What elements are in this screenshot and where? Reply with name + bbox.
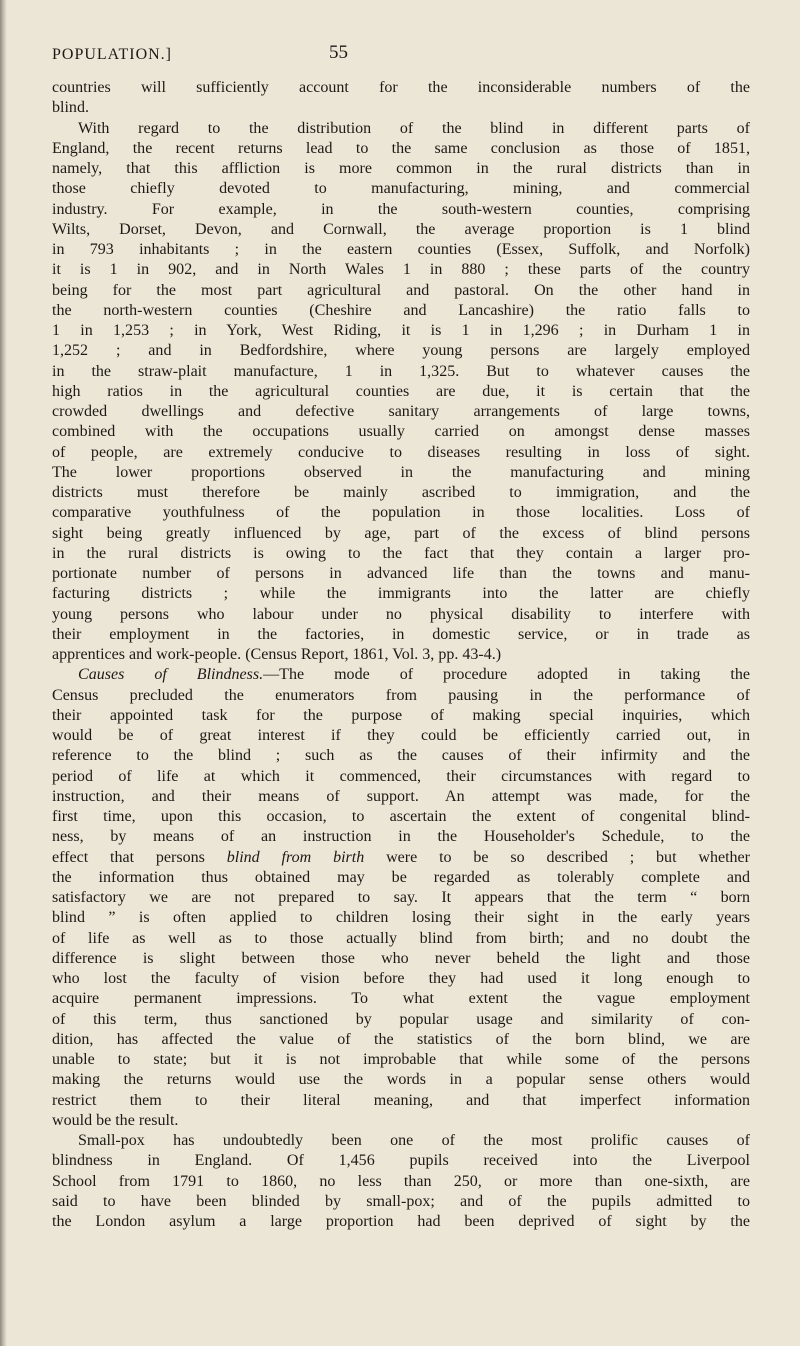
text-line: in the straw-plait manufacture, 1 in 1,325. But to whatever causes the (52, 362, 750, 380)
text-line: the north-western counties (Cheshire and Lancashire) the ratio falls to (52, 301, 750, 319)
text-line: difference is slight between those who never beheld the light and those (52, 949, 750, 967)
text-line: sight being greatly influenced by age, part of the excess of blind persons (52, 524, 750, 542)
text-line: those chiefly devoted to manufacturing, mining, and commercial (52, 180, 750, 198)
text-line: restrict them to their literal meaning, and that imperfect information (52, 1091, 750, 1109)
text-line: With regard to the distribution of the blind in different parts of (78, 119, 750, 137)
text-line: crowded dwellings and defective sanitary arrangements of large towns, (52, 403, 750, 420)
running-head-title: POPULATION.] (52, 46, 172, 63)
text-line: 1,252 ; and in Bedfordshire, where young persons are largely employed (52, 342, 750, 360)
text-fragment: were to be so described ; but whether (364, 848, 750, 866)
text-line: blind. (52, 99, 89, 117)
text-line: said to have been blinded by small-pox; and of the pupils admitted to (52, 1192, 750, 1210)
text-line: Census precluded the enumerators from pausing in the performance of (52, 686, 750, 704)
text-line: the information thus obtained may be regarded as tolerably complete and (52, 868, 750, 886)
text-line: the London asylum a large proportion had been deprived of sight by the (52, 1213, 750, 1230)
text-line: in the rural districts is owing to the fact that they contain a larger pro- (52, 544, 750, 562)
text-line: comparative youthfulness of the population in those localities. Loss of (52, 504, 750, 522)
text-line: blindness in England. Of 1,456 pupils received into the Liverpool (52, 1152, 750, 1170)
text-line: it is 1 in 902, and in North Wales 1 in 880 ; these parts of the country (52, 261, 750, 279)
text-line: portionate number of persons in advanced life than the towns and manu- (52, 565, 750, 582)
text-line: would be the result. (52, 1111, 179, 1129)
text-line: reference to the blind ; such as the causes of their infirmity and the (52, 747, 750, 765)
text-line: England, the recent returns lead to the same conclusion as those of 1851, (52, 139, 750, 157)
italic-phrase: blind from birth (226, 848, 365, 866)
text-line: who lost the faculty of vision before they had used it long enough to (52, 970, 750, 987)
text-line: Small-pox has undoubtedly been one of the most prolific causes of (78, 1132, 750, 1149)
text-line: blind ” is often applied to children losing their sight in the early years (52, 909, 750, 927)
text-line: making the returns would use the words in a popular sense others would (52, 1071, 750, 1089)
text-line: satisfactory we are not prepared to say. It appears that the term “ born (52, 889, 750, 906)
text-line: The lower proportions observed in the manufacturing and mining (52, 463, 750, 481)
body-text (52, 78, 750, 1232)
text-line: acquire permanent impressions. To what extent the vague employment (52, 990, 750, 1008)
heading-line-rest: —The mode of procedure adopted in taking the (263, 666, 750, 684)
text-line: 1 in 1,253 ; in York, West Riding, it is 1 in 1,296 ; in Durham 1 in (52, 322, 750, 339)
text-line: their appointed task for the purpose of making special inquiries, which (52, 706, 750, 724)
text-line: being for the most part agricultural and pastoral. On the other hand in (52, 281, 750, 299)
text-line: high ratios in the agricultural counties are due, it is certain that the (52, 382, 750, 400)
text-line: would be of great interest if they could be efficiently carried out, in (52, 727, 750, 744)
text-line: namely, that this affliction is more common in the rural districts than in (52, 160, 750, 177)
page-gutter-shadow (0, 0, 7, 1346)
text-line: unable to state; but it is not improbable that while some of the persons (52, 1051, 750, 1068)
text-line: combined with the occupations usually carried on amongst dense masses (52, 423, 750, 441)
text-line: of this term, thus sanctioned by popular usage and similarity of con- (52, 1010, 750, 1028)
text-line: of life as well as to those actually blind from birth; and no doubt the (52, 929, 750, 947)
text-line: districts must therefore be mainly ascribed to immigration, and the (52, 484, 750, 501)
text-line: Wilts, Dorset, Devon, and Cornwall, the average proportion is 1 blind (52, 220, 750, 238)
text-line: School from 1791 to 1860, no less than 250, or more than one-sixth, are (52, 1172, 750, 1190)
text-line: of people, are extremely conducive to diseases resulting in loss of sight. (52, 443, 750, 461)
text-line: apprentices and work-people. (Census Report, 1861, Vol. 3, pp. 43-4.) (52, 646, 502, 663)
section-heading-line (52, 665, 750, 685)
text-line: young persons who labour under no physical disability to interfere with (52, 605, 750, 623)
page-number: 55 (329, 42, 348, 63)
text-line: first time, upon this occasion, to ascertain the extent of congenital blind- (52, 808, 750, 825)
text-line: instruction, and their means of support. An attempt was made, for the (52, 787, 750, 805)
text-line: in 793 inhabitants ; in the eastern counties (Essex, Suffolk, and Norfolk) (52, 241, 750, 258)
text-line: facturing districts ; while the immigrants into the latter are chiefly (52, 585, 750, 603)
text-line: industry. For example, in the south-western counties, comprising (52, 200, 750, 218)
text-line: period of life at which it commenced, their circumstances with regard to (52, 767, 750, 785)
text-line: their employment in the factories, in domestic service, or in trade as (52, 625, 750, 643)
running-head (52, 42, 752, 76)
text-line: countries will sufficiently account for the inconsiderable numbers of the (52, 79, 750, 96)
text-line (52, 848, 750, 868)
text-line: dition, has affected the value of the statistics of the born blind, we are (52, 1030, 750, 1048)
text-fragment: effect that persons (52, 848, 227, 866)
section-heading: Causes of Blindness. (78, 666, 264, 684)
text-line: ness, by means of an instruction in the Householder's Schedule, to the (52, 828, 750, 846)
